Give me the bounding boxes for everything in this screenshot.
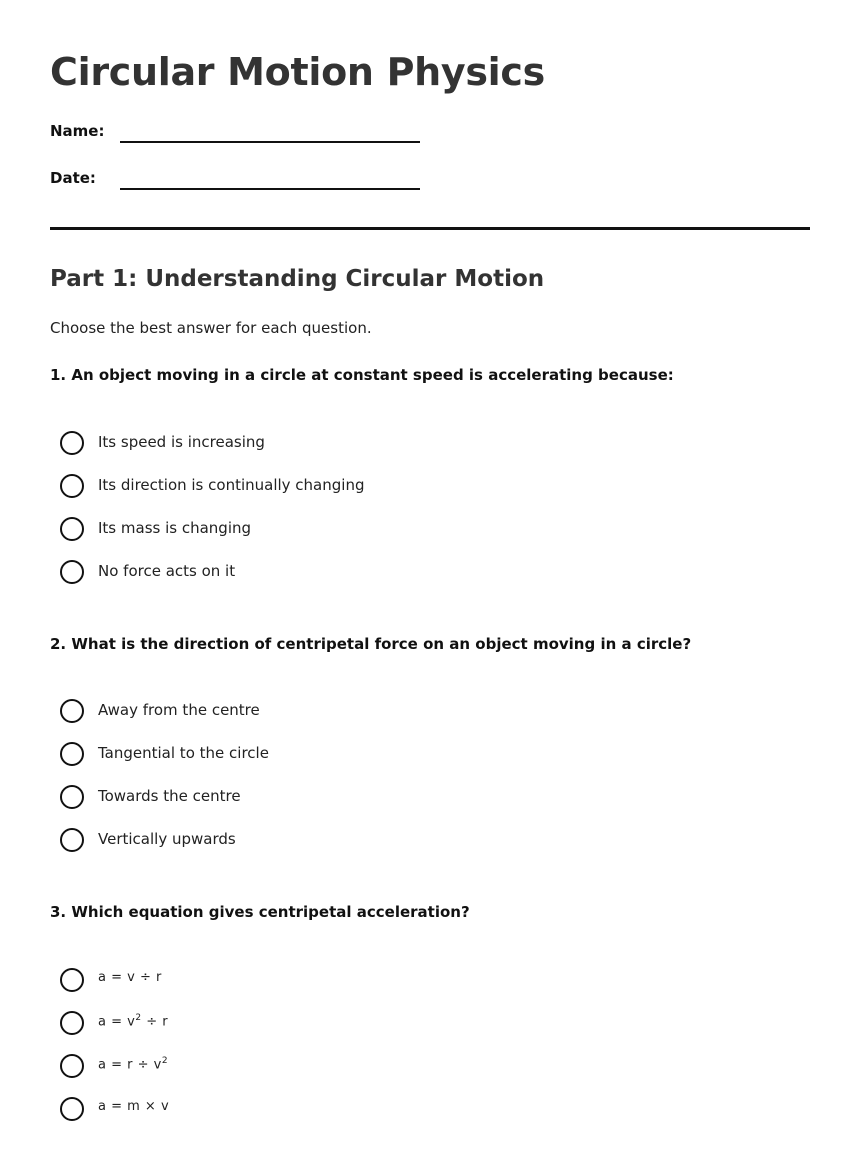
question-1: 1. An object moving in a circle at constant speed is accelerating because: [50, 366, 674, 384]
name-label: Name: [50, 122, 105, 140]
q3-option-3[interactable] [60, 1054, 560, 1080]
option-label: Its direction is continually changing [98, 476, 365, 494]
radio-button-icon[interactable] [60, 1011, 84, 1035]
q1-option-3[interactable] [60, 517, 560, 543]
radio-button-icon[interactable] [60, 560, 84, 584]
date-label: Date: [50, 169, 96, 187]
radio-button-icon[interactable] [60, 431, 84, 455]
q2-option-1[interactable] [60, 699, 560, 725]
q1-option-1[interactable] [60, 431, 560, 457]
radio-button-icon[interactable] [60, 517, 84, 541]
name-blank-line[interactable] [120, 141, 420, 143]
q3-option-2[interactable] [60, 1011, 560, 1037]
question-2: 2. What is the direction of centripetal force on an object moving in a circle? [50, 635, 692, 653]
option-label: No force acts on it [98, 562, 236, 580]
question-3: 3. Which equation gives centripetal acceleration? [50, 903, 470, 921]
radio-button-icon[interactable] [60, 1054, 84, 1078]
option-label: Its speed is increasing [98, 433, 265, 451]
option-label: Vertically upwards [98, 830, 236, 848]
radio-button-icon[interactable] [60, 474, 84, 498]
option-label: a = v ÷ r [98, 970, 162, 985]
q3-option-4[interactable] [60, 1097, 560, 1123]
option-label: Away from the centre [98, 701, 260, 719]
part1-instructions: Choose the best answer for each question. [50, 319, 372, 337]
option-label: Towards the centre [98, 787, 241, 805]
q2-option-3[interactable] [60, 785, 560, 811]
part1-heading: Part 1: Understanding Circular Motion [50, 266, 545, 292]
radio-button-icon[interactable] [60, 828, 84, 852]
q2-option-2[interactable] [60, 742, 560, 768]
q1-option-4[interactable] [60, 560, 560, 586]
option-label: $a = r \div v^2$ [98, 1056, 169, 1073]
q1-option-2[interactable] [60, 474, 560, 500]
radio-button-icon[interactable] [60, 785, 84, 809]
page-title: Circular Motion Physics [50, 50, 545, 94]
radio-button-icon[interactable] [60, 699, 84, 723]
header-divider [50, 227, 810, 230]
radio-button-icon[interactable] [60, 1097, 84, 1121]
radio-button-icon[interactable] [60, 742, 84, 766]
option-label: a = m × v [98, 1099, 170, 1114]
name-field [50, 122, 470, 146]
option-label: Tangential to the circle [98, 744, 269, 762]
option-label: $a = v^2 \div r$ [98, 1013, 169, 1030]
date-field [50, 169, 470, 193]
option-label: Its mass is changing [98, 519, 252, 537]
radio-button-icon[interactable] [60, 968, 84, 992]
q2-option-4[interactable] [60, 828, 560, 854]
q3-option-1[interactable] [60, 968, 560, 994]
date-blank-line[interactable] [120, 188, 420, 190]
